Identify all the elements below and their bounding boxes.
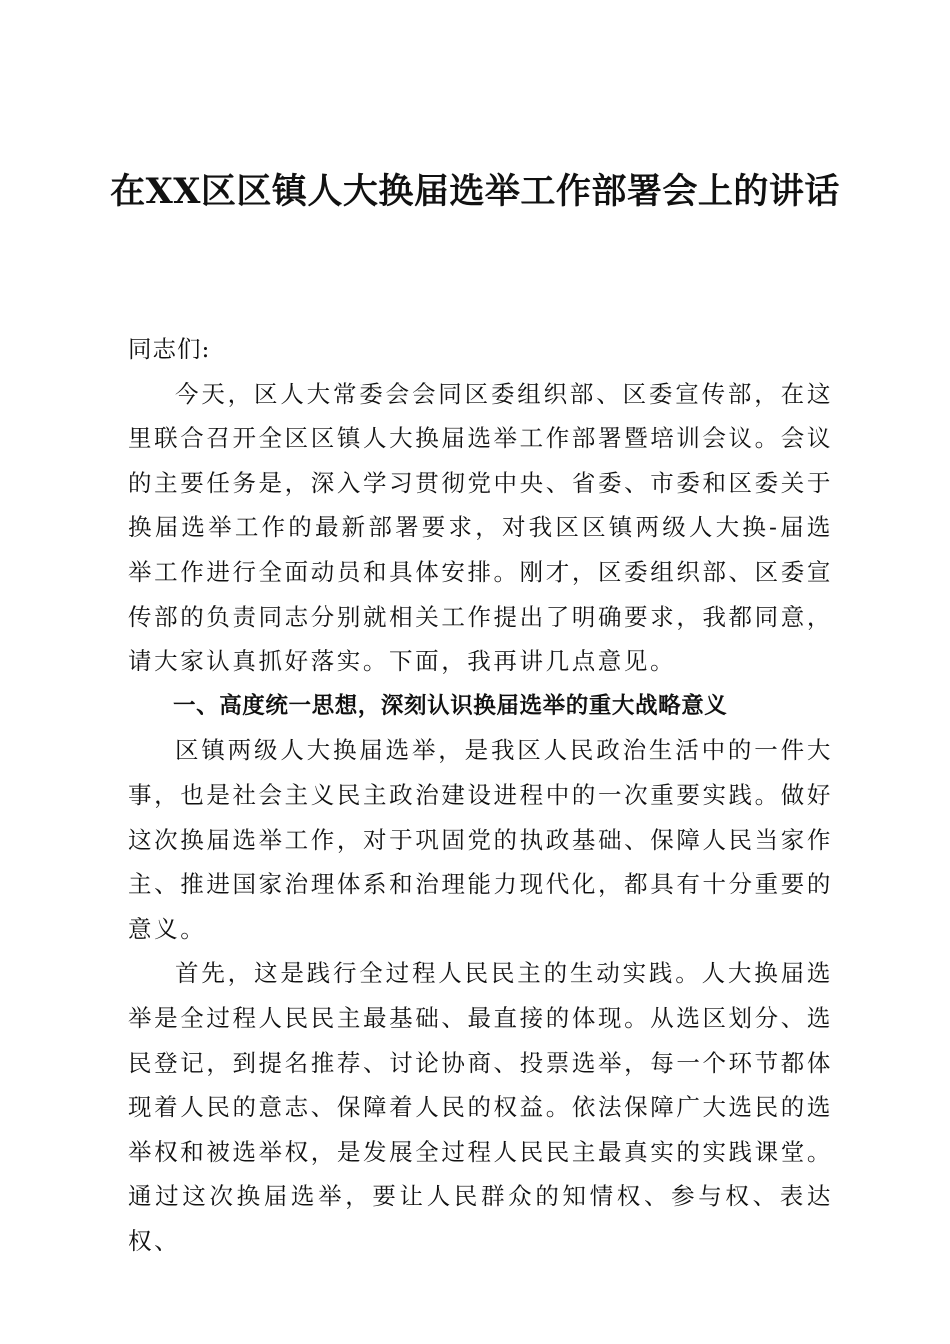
paragraph-section-1-first-point: 首先，这是践行全过程人民民主的生动实践。人大换届选举是全过程人民民主最基础、最直接的体现。从选区划分、选民登记，到提名推荐、讨论协商、投票选举，每一个环节都体现着人民的意志、保障着人民的权益。依法保障广大选民的选举权和被选举权，是发展全过程人民民主最真实的实践课堂。通过这次换届选举，要让人民群众的知情权、参与权、表达权、 xyxy=(128,959,833,1255)
section-heading-1: 一、高度统一思想，深刻认识换届选举的重大战略意义 xyxy=(173,692,728,719)
paragraph-opening: 今天，区人大常委会会同区委组织部、区委宣传部，在这里联合召开全区区镇人大换届选举工作部署暨培训会议。会议的主要任务是，深入学习贯彻党中央、省委、市委和区委关于换届选举工作的最新部署要求，对我区区镇两级人大换-届选举工作进行全面动员和具体安排。刚才，区委组织部、区委宣传部的负责同志分别就相关工作提出了明确要求，我都同意，请大家认真抓好落实。下面，我再讲几点意见。 xyxy=(128,379,833,676)
salutation: 同志们: xyxy=(128,335,211,363)
document-title: 在XX区区镇人大换届选举工作部署会上的讲话 xyxy=(110,171,840,212)
document-body xyxy=(128,327,833,1263)
paragraph-section-1-intro: 区镇两级人大换届选举，是我区人民政治生活中的一件大事，也是社会主义民主政治建设进程中的一次重要实践。做好这次换届选举工作，对于巩固党的执政基础、保障人民当家作主、推进国家治理体系和治理能力现代化，都具有十分重要的意义。 xyxy=(128,736,833,943)
